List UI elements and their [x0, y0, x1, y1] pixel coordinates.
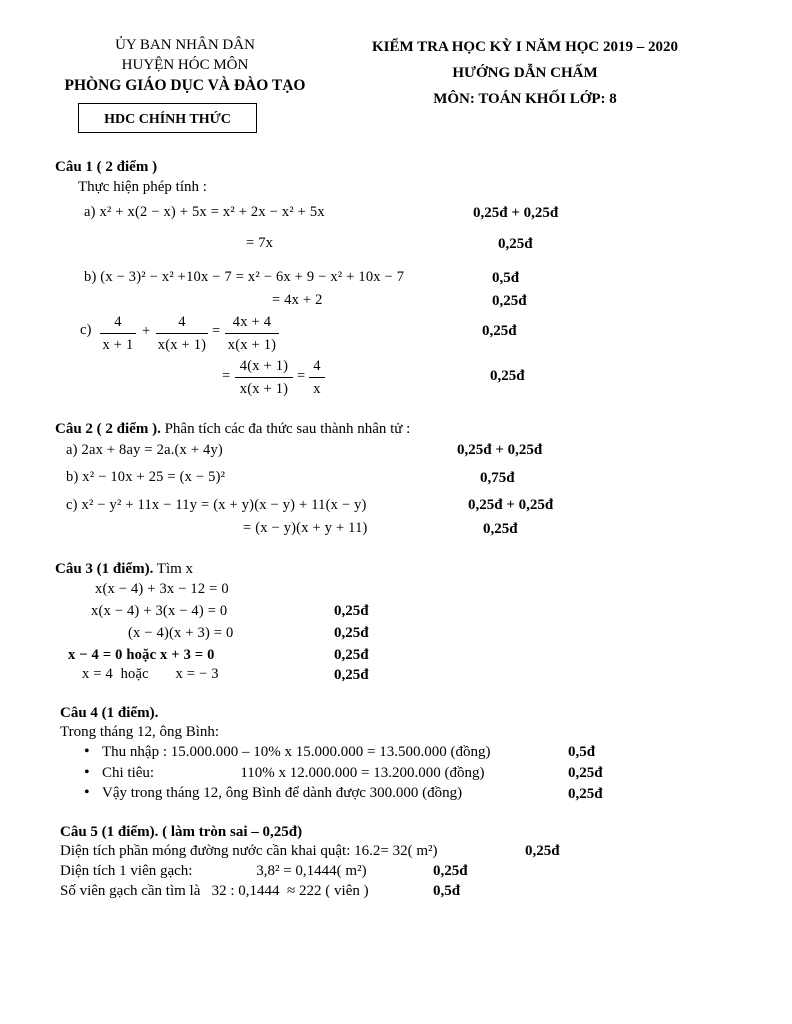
q3-line3-score: 0,25đ — [334, 625, 369, 641]
q3-line1: x(x − 4) + 3x − 12 = 0 — [95, 581, 229, 597]
q3-heading — [55, 562, 193, 577]
q3-line5-score: 0,25đ — [334, 667, 369, 683]
q3-line5: x = 4 hoặc x = − 3 — [82, 666, 219, 682]
q1-c-plus: + — [142, 323, 151, 339]
q4-item-income: • Thu nhập : 15.000.000 – 10% x 15.000.000 = 13.500.000 (đồng) — [102, 745, 490, 760]
q5-title: Câu 5 (1 điểm). ( làm tròn sai – 0,25đ) — [60, 824, 303, 840]
q1-b-line1-score: 0,5đ — [492, 270, 520, 286]
q3-title-rest: Tìm x — [153, 561, 194, 577]
q1-c-frac2-bar — [156, 333, 208, 334]
q4-item-spending: • Chi tiêu: 110% x 12.000.000 = 13.200.000 (đồng) — [102, 766, 484, 781]
official-label: HDC CHÍNH THỨC — [104, 112, 231, 127]
q1-b-line2-score: 0,25đ — [492, 293, 527, 309]
q4-item-spending-score: 0,25đ — [568, 765, 603, 781]
q1-a-line1-score: 0,25đ + 0,25đ — [473, 205, 559, 221]
q3-line2: x(x − 4) + 3(x − 4) = 0 — [91, 603, 228, 619]
q2-c-line2-score: 0,25đ — [483, 521, 518, 537]
official-box — [78, 103, 257, 133]
q5-line3: Số viên gạch cần tìm là 32 : 0,1444 ≈ 222 ( viên ) — [60, 883, 369, 899]
department-name: PHÒNG GIÁO DỤC VÀ ĐÀO TẠO — [64, 77, 306, 94]
q1-c-label: c) — [80, 322, 92, 338]
q3-line4: x − 4 = 0 hoặc x + 3 = 0 — [68, 647, 215, 663]
q1-c-equals-2: = — [222, 368, 231, 384]
q1-c-frac1-bar — [100, 333, 136, 334]
q1-a-line2: = 7x — [246, 235, 274, 251]
q2-title-rest: Phân tích các đa thức sau thành nhân tử : — [160, 421, 411, 437]
q2-a: a) 2ax + 8ay = 2a.(x + 4y) — [66, 442, 223, 458]
q1-c-frac1-den: x + 1 — [102, 337, 134, 353]
q1-c-frac4-bar — [235, 377, 293, 378]
q1-c-line2-score: 0,25đ — [490, 368, 525, 384]
guide-title: HƯỚNG DẪN CHẤM — [452, 65, 598, 81]
authority-name: ỦY BAN NHÂN DÂN — [115, 37, 255, 53]
q5-line3-score: 0,5đ — [433, 883, 461, 899]
q5-line2: Diện tích 1 viên gạch: 3,8² = 0,1444( m²) — [60, 863, 367, 879]
q1-c-line1-score: 0,25đ — [482, 323, 517, 339]
subject-title: MÔN: TOÁN KHỐI LỚP: 8 — [433, 91, 617, 107]
q3-title: Câu 3 (1 điểm). — [55, 561, 154, 577]
q2-c-line1-score: 0,25đ + 0,25đ — [468, 497, 554, 513]
q1-c-frac2-num: 4 — [178, 314, 186, 330]
q1-c-frac1-num: 4 — [114, 314, 122, 330]
q1-c-frac3-num: 4x + 4 — [232, 314, 272, 330]
q2-a-score: 0,25đ + 0,25đ — [457, 442, 543, 458]
q5-line1-score: 0,25đ — [525, 843, 560, 859]
q1-b-line1: b) (x − 3)² − x² +10x − 7 = x² − 6x + 9 − x² + 10x − 7 — [84, 269, 405, 285]
q1-c-frac5-bar — [309, 377, 325, 378]
q1-a-line2-score: 0,25đ — [498, 236, 533, 252]
q2-b-score: 0,75đ — [480, 470, 515, 486]
q5-line2-score: 0,25đ — [433, 863, 468, 879]
q2-heading — [55, 422, 410, 437]
q3-line4-score: 0,25đ — [334, 647, 369, 663]
q4-title: Câu 4 (1 điểm). — [60, 705, 159, 721]
q1-c-equals-1: = — [212, 323, 221, 339]
q1-c-frac3-bar — [225, 333, 279, 334]
q1-c-frac4-num: 4(x + 1) — [239, 358, 289, 374]
q2-c-line2: = (x − y)(x + y + 11) — [243, 520, 368, 536]
q1-title: Câu 1 ( 2 điểm ) — [55, 159, 158, 175]
exam-title: KIỂM TRA HỌC KỲ I NĂM HỌC 2019 – 2020 — [372, 39, 678, 55]
q4-intro: Trong tháng 12, ông Bình: — [60, 724, 220, 740]
q1-c-frac5-num: 4 — [313, 358, 321, 374]
q1-b-line2: = 4x + 2 — [272, 292, 323, 308]
q1-c-equals-3: = — [297, 368, 306, 384]
q1-c-frac3-den: x(x + 1) — [227, 337, 277, 353]
q4-item-savings-score: 0,25đ — [568, 786, 603, 802]
q2-title: Câu 2 ( 2 điểm ). — [55, 421, 161, 437]
q1-c-frac2-den: x(x + 1) — [157, 337, 207, 353]
q2-c-line1: c) x² − y² + 11x − 11y = (x + y)(x − y) + 11(x − y) — [66, 497, 367, 513]
q3-line3: (x − 4)(x + 3) = 0 — [128, 625, 234, 641]
q1-intro: Thực hiện phép tính : — [78, 179, 207, 195]
q4-item-income-score: 0,5đ — [568, 744, 596, 760]
district-name: HUYỆN HÓC MÔN — [121, 57, 249, 73]
q2-b: b) x² − 10x + 25 = (x − 5)² — [66, 469, 226, 485]
q1-c-frac4-den: x(x + 1) — [239, 381, 289, 397]
q4-item-savings: • Vậy trong tháng 12, ông Bình để dành được 300.000 (đồng) — [102, 786, 462, 801]
q5-line1: Diện tích phần móng đường nước cần khai quật: 16.2= 32( m²) — [60, 843, 438, 859]
q3-line2-score: 0,25đ — [334, 603, 369, 619]
q1-a-line1: a) x² + x(2 − x) + 5x = x² + 2x − x² + 5x — [84, 204, 325, 220]
q1-c-frac5-den: x — [313, 381, 321, 397]
